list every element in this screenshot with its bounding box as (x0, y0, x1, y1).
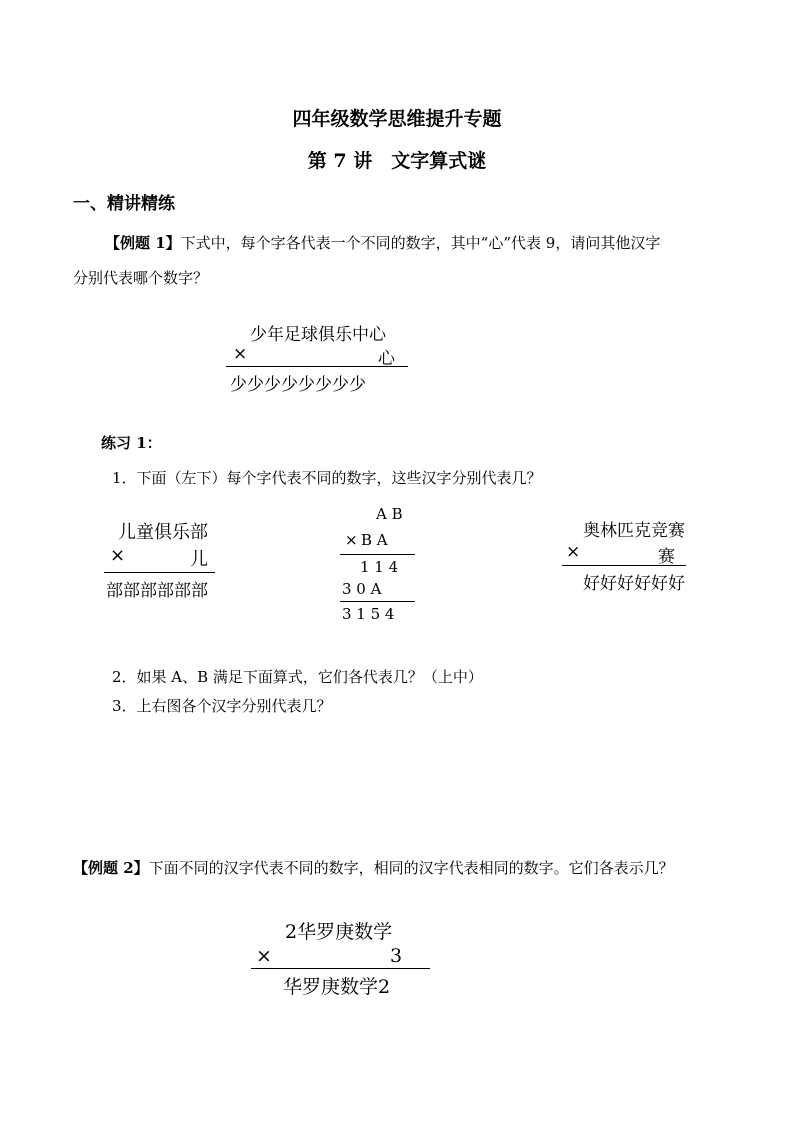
example2-times-sign: × (256, 945, 272, 967)
example2-label: 【例题 2】 (73, 859, 149, 877)
example2-top-row: 2华罗庚数学 (285, 921, 393, 943)
puzzle-left-top-row: 儿童俱乐部 (118, 522, 208, 543)
doc-title: 四年级数学思维提升专题 (292, 108, 502, 130)
puzzle-mid-row5: 3 1 5 4 (342, 605, 395, 623)
puzzle-mid-rule1 (340, 554, 415, 555)
puzzle-mid-row3: 1 1 4 (360, 558, 399, 576)
example1-text1: 下式中，每个字各代表一个不同的数字，其中“心”代表 9，请问其他汉字 (180, 234, 661, 252)
puzzle-right-top-row: 奥林匹克竞赛 (583, 521, 685, 541)
example2-line (73, 857, 674, 878)
puzzle-right-result-row: 好好好好好好 (583, 574, 685, 594)
example2-rule (251, 968, 430, 969)
puzzle-left-multiplier: 儿 (190, 549, 208, 570)
doc-subtitle: 第 7 讲 文字算式谜 (307, 150, 487, 172)
example1-line1 (105, 232, 660, 253)
section-heading: 一、精讲精练 (73, 194, 175, 214)
practice1-question1: 1．下面（左下）每个字代表不同的数字，这些汉字分别代表几？ (112, 469, 542, 487)
example1-result-row: 少少少少少少少少 (230, 375, 366, 395)
practice1-question2: 2．如果 A、B 满足下面算式，它们各代表几？（上中） (112, 668, 483, 686)
puzzle-left-rule (104, 572, 215, 573)
puzzle-mid-times-sign: × (345, 531, 358, 549)
puzzle-right-multiplier: 赛 (658, 547, 675, 567)
example1-rule (226, 366, 408, 367)
puzzle-left-result-row: 部部部部部部 (106, 581, 208, 601)
practice1-label: 练习 1： (101, 434, 162, 452)
puzzle-right-times-sign: × (566, 542, 581, 562)
example1-text2: 分别代表哪个数字？ (73, 269, 209, 287)
puzzle-mid-row2: B A (361, 531, 388, 549)
puzzle-mid-row4: 3 0 A (342, 580, 382, 598)
practice1-question3: 3．上右图各个汉字分别代表几？ (112, 697, 332, 715)
example1-label: 【例题 1】 (105, 234, 181, 252)
puzzle-right-rule (562, 565, 686, 566)
example1-multiplier: 心 (378, 349, 395, 369)
puzzle-mid-rule2 (340, 601, 415, 602)
example2-result-row: 华罗庚数学2 (283, 976, 391, 998)
example1-top-row: 少年足球俱乐中心 (250, 325, 386, 345)
example2-multiplier: 3 (390, 945, 403, 967)
example2-text: 下面不同的汉字代表不同的数字，相同的汉字代表相同的数字。它们各表示几？ (148, 859, 674, 877)
example1-times-sign: × (233, 344, 248, 364)
puzzle-left-times-sign: × (110, 545, 126, 566)
puzzle-mid-row1: A B (376, 505, 403, 523)
